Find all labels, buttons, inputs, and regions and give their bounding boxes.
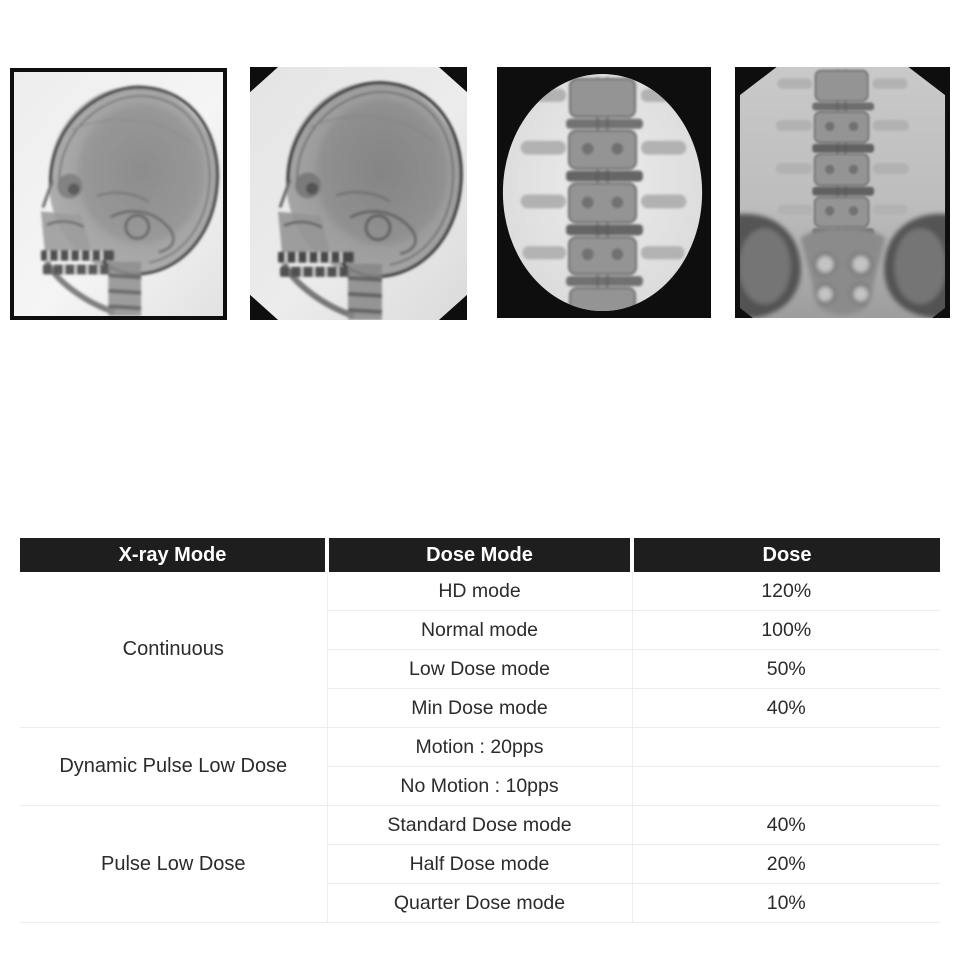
xray-dose-table bbox=[20, 538, 940, 923]
table-header-row bbox=[20, 538, 940, 572]
dose-mode-cell: HD mode bbox=[327, 572, 632, 611]
dose-mode-cell: Min Dose mode bbox=[327, 689, 632, 728]
mode-dynamic-pulse-low-dose: Dynamic Pulse Low Dose bbox=[20, 728, 327, 806]
skull-xray-graphic bbox=[14, 72, 223, 316]
xray-image-skull-lateral-2 bbox=[250, 67, 467, 320]
header-dose: Dose bbox=[632, 538, 940, 572]
skull-xray-graphic bbox=[250, 67, 467, 320]
table-row bbox=[20, 572, 940, 611]
table-row bbox=[20, 806, 940, 845]
dose-cell: 20% bbox=[632, 845, 940, 884]
dose-mode-cell: No Motion : 10pps bbox=[327, 767, 632, 806]
dose-cell: 40% bbox=[632, 689, 940, 728]
dose-cell: 40% bbox=[632, 806, 940, 845]
dose-cell: 10% bbox=[632, 884, 940, 923]
spine-xray-graphic bbox=[497, 67, 711, 318]
header-xray-mode: X-ray Mode bbox=[20, 538, 327, 572]
dose-mode-cell: Low Dose mode bbox=[327, 650, 632, 689]
xray-image-spine-sacrum bbox=[735, 67, 950, 318]
dose-mode-cell: Motion : 20pps bbox=[327, 728, 632, 767]
spine-sacrum-xray-graphic bbox=[735, 67, 950, 318]
mode-pulse-low-dose: Pulse Low Dose bbox=[20, 806, 327, 923]
header-dose-mode: Dose Mode bbox=[327, 538, 632, 572]
xray-image-skull-lateral-1 bbox=[10, 68, 227, 320]
dose-mode-cell: Normal mode bbox=[327, 611, 632, 650]
dose-cell: 100% bbox=[632, 611, 940, 650]
xray-image-spine-circular bbox=[497, 67, 711, 318]
dose-cell: 50% bbox=[632, 650, 940, 689]
dose-mode-cell: Standard Dose mode bbox=[327, 806, 632, 845]
collimated-field bbox=[250, 67, 467, 320]
dose-mode-cell: Half Dose mode bbox=[327, 845, 632, 884]
dose-cell bbox=[632, 728, 940, 767]
mode-continuous: Continuous bbox=[20, 572, 327, 728]
dose-mode-cell: Quarter Dose mode bbox=[327, 884, 632, 923]
dose-cell: 120% bbox=[632, 572, 940, 611]
dose-cell bbox=[632, 767, 940, 806]
table-row bbox=[20, 728, 940, 767]
